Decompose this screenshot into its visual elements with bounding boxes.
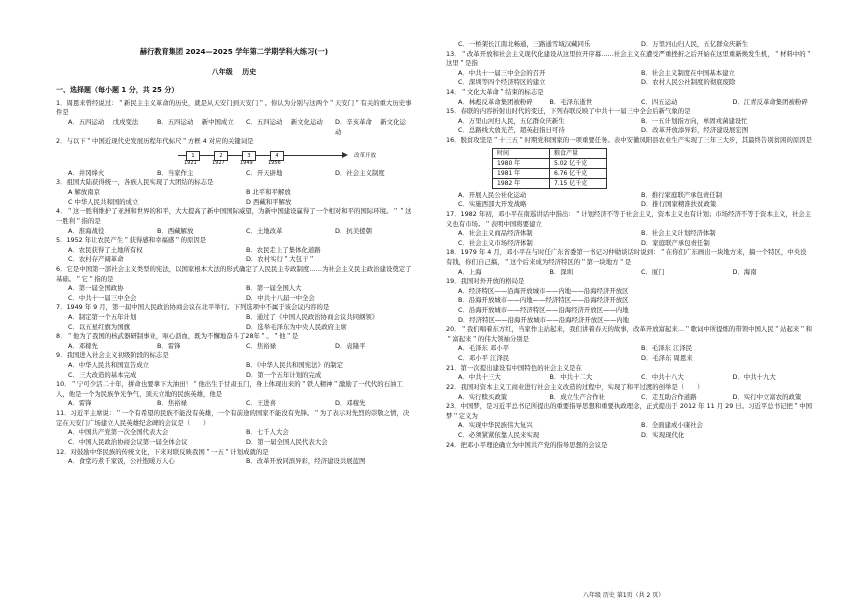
question-stem: 24．把邓小平理论确立为中国共产党的指导思想的会议是 bbox=[446, 440, 608, 449]
timeline-box: 1 bbox=[186, 151, 200, 161]
option: A．淮海战役 bbox=[68, 226, 105, 235]
option: D 西藏和平解放 bbox=[246, 197, 292, 206]
option: C．以五星红旗为国旗 bbox=[68, 322, 130, 331]
option: D．江青反革命集团被粉碎 bbox=[732, 97, 808, 106]
option: C．必须紧紧依靠人民来实现 bbox=[458, 430, 540, 439]
table-header-row bbox=[493, 148, 607, 158]
option-group bbox=[446, 287, 812, 325]
option: C．农村存产阔革命 bbox=[68, 255, 124, 264]
option: C．三大改造的基本完成 bbox=[68, 370, 137, 379]
left-column bbox=[56, 47, 412, 467]
table-header-cell: 粮食产量 bbox=[550, 148, 607, 158]
option-group bbox=[56, 428, 412, 447]
option: D．第一届全国人民代表大会 bbox=[246, 437, 328, 446]
table-header-cell: 时间 bbox=[493, 148, 550, 158]
timeline-year: 1956 bbox=[268, 159, 281, 166]
option: A．实现中华民族伟大复兴 bbox=[458, 421, 533, 430]
option: A．农民获得了土地所有权 bbox=[68, 245, 143, 254]
option: C．实施西部大开发战略 bbox=[458, 200, 527, 209]
option-group bbox=[56, 118, 412, 137]
option: A．实行赎买政策 bbox=[458, 392, 508, 401]
option: D．中共十八届一中全会 bbox=[246, 293, 315, 302]
option: C．焦裕禄 bbox=[246, 341, 277, 350]
option-group bbox=[56, 361, 412, 380]
option: C．厦门 bbox=[641, 267, 665, 276]
timeline-box: 4 bbox=[270, 151, 284, 161]
left-questions bbox=[56, 99, 412, 467]
option-group bbox=[446, 229, 812, 248]
option-group bbox=[446, 344, 812, 363]
option: B．推行家庭联产承包责任制 bbox=[641, 190, 723, 199]
table-cell: 1981 年 bbox=[493, 168, 550, 178]
option: C．土地改革 bbox=[246, 226, 283, 235]
option: C．五四运动 新文化运动 bbox=[246, 118, 323, 127]
option: A 解放南京 bbox=[68, 188, 100, 197]
option-group bbox=[56, 227, 412, 237]
option-group bbox=[446, 69, 812, 88]
option-group bbox=[446, 40, 812, 50]
table-row bbox=[493, 158, 607, 168]
option: A．上海 bbox=[458, 267, 482, 276]
question-stem: 19．我国对外开放的格局是 bbox=[446, 277, 525, 286]
option: C．邓小平 江泽民 bbox=[458, 354, 510, 363]
option: A．中共十一届三中全会的召开 bbox=[458, 68, 546, 77]
table-cell: 6.76 亿千克 bbox=[550, 168, 607, 178]
option: A．第一届全国政协 bbox=[68, 284, 124, 293]
option: B．通过了《中国人民政治协商会议共同纲领》 bbox=[246, 312, 379, 321]
option: D．万里河山归人民，五亿群众庆新生 bbox=[641, 40, 749, 48]
timeline-line bbox=[178, 155, 342, 156]
option: D．经济特区——沿海开放城市——沿海经济开放区——内地 bbox=[458, 315, 630, 324]
option: D．辛亥革命 新文化运动 bbox=[335, 118, 406, 136]
option: B．一五计划指方向，单固戎菌建设忙 bbox=[641, 116, 748, 125]
section-heading: 一、选择题（每小题 1 分，共 25 分） bbox=[56, 86, 179, 95]
option-group bbox=[56, 399, 412, 409]
option: B．雷锋 bbox=[157, 341, 181, 350]
option: B．全面建成小康社会 bbox=[641, 421, 703, 430]
question-stem: 6．它是中国第一部社会主义类型的宪法，以国家根本大法的形式确定了人民民主专政制度……为社会主义民主政治建设奠定了基础。＂它＂指的是 bbox=[56, 264, 412, 283]
question-stem: 16．脱贫攻坚是＂十三五＂时期党和国家的一项重要任务。表中安徽凤阳县农业生产实现了三年三大步，其最终告别贫困的原因是 bbox=[446, 136, 813, 145]
option: C 中华人民共和国的成立 bbox=[68, 197, 139, 206]
option-group bbox=[446, 98, 812, 108]
exam-title: 赫行教育集团 2024—2025 学年第二学期学科大练习(一) bbox=[139, 47, 329, 56]
option: D．袁隆平 bbox=[335, 341, 366, 350]
question-stem: 2．与以下＂中国近现代史发展历程年代标尺＂方框 4 对应的关键词是 bbox=[56, 137, 254, 146]
option-group bbox=[446, 191, 812, 210]
timeline-end-label: 改革开放 bbox=[353, 152, 376, 159]
option: B．社会主义制度在中国基本建立 bbox=[641, 68, 735, 77]
question-stem: 12．对鼓励中华民族的传统文化，下来对联反映我国＂一五＂计划成就的是 bbox=[56, 447, 269, 456]
option: D．第一个五年计划的完成 bbox=[246, 370, 322, 379]
table-row bbox=[493, 168, 607, 178]
question-stem: 8．＂他为了我国的核武器研制事业，呕心沥血，既为不懈地奋斗了28年＂。＂他＂是 bbox=[56, 332, 299, 341]
option: D．选举毛泽东为中央人民政府主席 bbox=[246, 322, 347, 331]
option: A．制定第一个五年计划 bbox=[68, 312, 137, 321]
option-group bbox=[446, 373, 812, 383]
option: C．中共十一届三中全会 bbox=[68, 293, 137, 302]
option: A．中共十三大 bbox=[458, 373, 501, 382]
page-footer: 八年级 历史 第1页（共 2 页） bbox=[583, 592, 665, 599]
option: B．中共十二大 bbox=[549, 373, 593, 382]
option: B．第一届全国人大 bbox=[246, 284, 302, 293]
timeline-arrow bbox=[342, 152, 348, 158]
timeline bbox=[178, 149, 376, 167]
option: A．五四运动 戊戌变法 bbox=[68, 118, 139, 127]
option: A．井冈烽火 bbox=[68, 168, 105, 177]
option: A．食堂巧煮千家饭，公社饱暖万人心 bbox=[68, 457, 175, 466]
option: C．走互助合作道路 bbox=[641, 392, 697, 401]
option: C．中国人民政治协商会议第一届全体会议 bbox=[68, 437, 188, 446]
option: A．中国共产党第一次全国代表大会 bbox=[68, 428, 169, 437]
question-stem: 3．祖国大陆获得统一，各族人民实现了大团结的标志是 bbox=[56, 178, 214, 187]
option: D．农村实行＂大包干＂ bbox=[246, 255, 315, 264]
option: A．社会主义商品经济体制 bbox=[458, 229, 533, 238]
option-group bbox=[446, 117, 812, 136]
option: C．开天辟地 bbox=[246, 168, 283, 177]
option: A．邓稼先 bbox=[68, 341, 98, 350]
question-stem: 17．1982 年初，邓小平在南巡讲话中指出：＂计划经济不等于社会主义，资本主义也有计划；市场经济不等于资本主义，社会主义也有市场。＂表明中国将要建立 bbox=[446, 209, 812, 228]
option: D．中共十九大 bbox=[732, 373, 776, 382]
question-stem: 13．＂改革开放和社会主义现代化建设从这里拉开序幕……社会主义在遭受严重挫折之后开始在这里重新焕发生机，＂材料中的＂这里＂是指 bbox=[446, 49, 813, 68]
table-cell: 5.02 亿千克 bbox=[550, 158, 607, 168]
option: C．王进喜 bbox=[246, 399, 277, 408]
option: D．农村人民公社制度的彻底废除 bbox=[641, 78, 736, 87]
option: D．改革开放添异彩，经济建设展宏图 bbox=[641, 126, 749, 135]
option: D．毛泽东 周恩来 bbox=[641, 354, 693, 363]
question-stem: 22．我国对资本主义工商业进行社会主义改造的过程中，实现了和平过渡的创举是（ ） bbox=[446, 382, 704, 391]
timeline-box: 3 bbox=[242, 151, 256, 161]
option: D．抗美援朝 bbox=[335, 226, 372, 235]
table-cell: 7.15 亿千克 bbox=[550, 178, 607, 188]
question-stem: 11．习近平主席说：＂一个有希望的民族不能没有英雄，一个有前途的国家不能没有先锋。＂为了表示对先烈的崇敬之情，决定在天安门广场建立人民英雄纪念碑的会议是（ ） bbox=[56, 409, 410, 427]
option: A．中华人民共和国宣告成立 bbox=[68, 361, 150, 370]
table-cell: 1982 年 bbox=[493, 178, 550, 188]
option: A．雷锋 bbox=[68, 399, 92, 408]
option-group bbox=[56, 188, 412, 207]
option: B．毛泽东 江泽民 bbox=[641, 344, 693, 353]
option: B．五四运动 新中国成立 bbox=[157, 118, 234, 127]
option: B．《中华人民共和国宪法》的制定 bbox=[246, 361, 344, 370]
option: B．农民走上了集体化道路 bbox=[246, 245, 321, 254]
grain-table bbox=[492, 148, 607, 189]
question-stem: 4．＂这一胜利维护了亚洲和世界的和平，大大提高了新中国国际威望，为新中国建设赢得了一个相对和平的国际环境。＂＂这一胜利＂指的是 bbox=[56, 207, 412, 225]
option: C．深圳等四个经济特区的建立 bbox=[458, 78, 546, 87]
right-questions bbox=[446, 40, 812, 450]
question-stem: 1．周恩来曾经说过：＂新民主主义革命的历史，就是从天安门到天安门＂。你认为分别与这两个＂天安门＂有关的重大历史事件是 bbox=[56, 98, 412, 117]
question-stem: 10．＂宁可少活二十年，拼命也要拿下大油田！＂他出生于甘肃玉门，身上体现出来的＂铁人精神＂激励了一代代的石油工人，他是一个为民族争光争气，顶天立地的民族英雄，他是 bbox=[56, 380, 403, 398]
option: D．海南 bbox=[732, 267, 757, 276]
option: D．社会主义制度 bbox=[335, 168, 385, 177]
option: C．四五运动 bbox=[641, 97, 678, 106]
option: B．沿海开放城市——内地——经济特区——沿海经济开放区 bbox=[458, 296, 629, 305]
question-stem: 14．＂文化大革命＂结束的标志是 bbox=[446, 88, 544, 97]
option-group bbox=[56, 284, 412, 303]
question-stem: 21．第一次提出建设有中国特色的社会主义是在 bbox=[446, 363, 582, 372]
option: D．推行国家精准扶贫政策 bbox=[641, 200, 717, 209]
question-stem: 7．1949 年 9 月，第一届中国人民政治协商会议在北平举行。下列选项中不属于该会议内容的是 bbox=[56, 303, 330, 312]
option: B．七千人大会 bbox=[246, 428, 289, 437]
table-cell: 1980 年 bbox=[493, 158, 550, 168]
table-row bbox=[493, 178, 607, 188]
timeline-year: 1949 bbox=[240, 159, 253, 166]
option-group bbox=[56, 342, 412, 352]
option: D．邓稼先 bbox=[335, 399, 366, 408]
right-column bbox=[446, 40, 812, 450]
option: A．林彪反革命集团被粉碎 bbox=[458, 97, 533, 106]
option: D．实现现代化 bbox=[641, 430, 685, 439]
option: B．深圳 bbox=[549, 267, 574, 276]
timeline-year: 1921 bbox=[184, 159, 197, 166]
option: C．总路线大放光芒，超英赶指日可待 bbox=[458, 126, 565, 135]
option: B．成立生产合作社 bbox=[549, 392, 606, 401]
option-group bbox=[56, 457, 412, 467]
option: A．经济特区——沿海开放城市——内地——沿海经济开放区 bbox=[458, 286, 629, 295]
timeline-year: 1927 bbox=[212, 159, 225, 166]
option: B．西藏解放 bbox=[157, 226, 194, 235]
option-group bbox=[56, 313, 412, 332]
option: C．一桥架长江南北畅通，三路通雪域汉藏同乐 bbox=[458, 40, 591, 48]
option-group bbox=[446, 393, 812, 403]
question-stem: 23．中国梦，是习近平总书记所提出的重要指导思想和重要执政理念，正式提出于 2012 年 11 月 29 日。习近平总书记把＂中国梦＂定义为 bbox=[446, 402, 812, 420]
exam-subtitle: 八年级 历史 bbox=[211, 67, 257, 76]
option-group bbox=[446, 268, 812, 278]
question-stem: 18．1979 年 4 月，邓小平在与时任广东省委第一书记习仲勋谈话时说到：＂在你们广东画出一块地方来，搞一个特区，中央没有钱，你们自己搞，＂这个后来成为经济特区的＂第一块地方＂是 bbox=[446, 248, 807, 266]
option: D．家庭联产承包责任制 bbox=[641, 238, 710, 247]
option: B．改革开放同滨异彩，经济建设共展蓝图 bbox=[246, 457, 366, 466]
option: A．毛泽东 邓小平 bbox=[458, 344, 510, 353]
option: B．当家作主 bbox=[157, 168, 194, 177]
question-stem: 9．我国进入社会主义初级阶段的标志是 bbox=[56, 351, 169, 360]
option: B．焦裕禄 bbox=[157, 399, 187, 408]
option: A．万里山河归人民，五亿群众庆新生 bbox=[458, 116, 565, 125]
option-group bbox=[56, 246, 412, 265]
option: C．中共十八大 bbox=[641, 373, 684, 382]
option-group bbox=[56, 169, 412, 179]
timeline-box: 2 bbox=[214, 151, 228, 161]
option: B．毛泽东逝世 bbox=[549, 97, 593, 106]
option: B 北平和平解放 bbox=[246, 188, 291, 197]
option: B．社会主义计划经济体制 bbox=[641, 229, 716, 238]
option: D．实行中立富农的政策 bbox=[732, 392, 802, 401]
option: C．沿海开放城市——经济特区——沿海经济开放区——内地 bbox=[458, 306, 629, 315]
option: C．社会主义市场经济体制 bbox=[458, 238, 533, 247]
question-stem: 20．＂我们唱着东方红，当家作主站起来，我们讲着春天的故事，改革开放富起来…＂歌词中所提炼的带领中国人民＂站起来＂和＂富起来＂的伟大领袖分别是 bbox=[446, 325, 813, 343]
question-stem: 5．1952 年让农民产生＂获得感和幸福感＂的原因是 bbox=[56, 236, 207, 245]
question-stem: 15．春联的内容折射出时代的变迁，下列春联反映了中共十一届三中全会后新气象的是 bbox=[446, 107, 691, 116]
option: A．开展人民公社化运动 bbox=[458, 190, 527, 199]
option-group bbox=[446, 421, 812, 440]
